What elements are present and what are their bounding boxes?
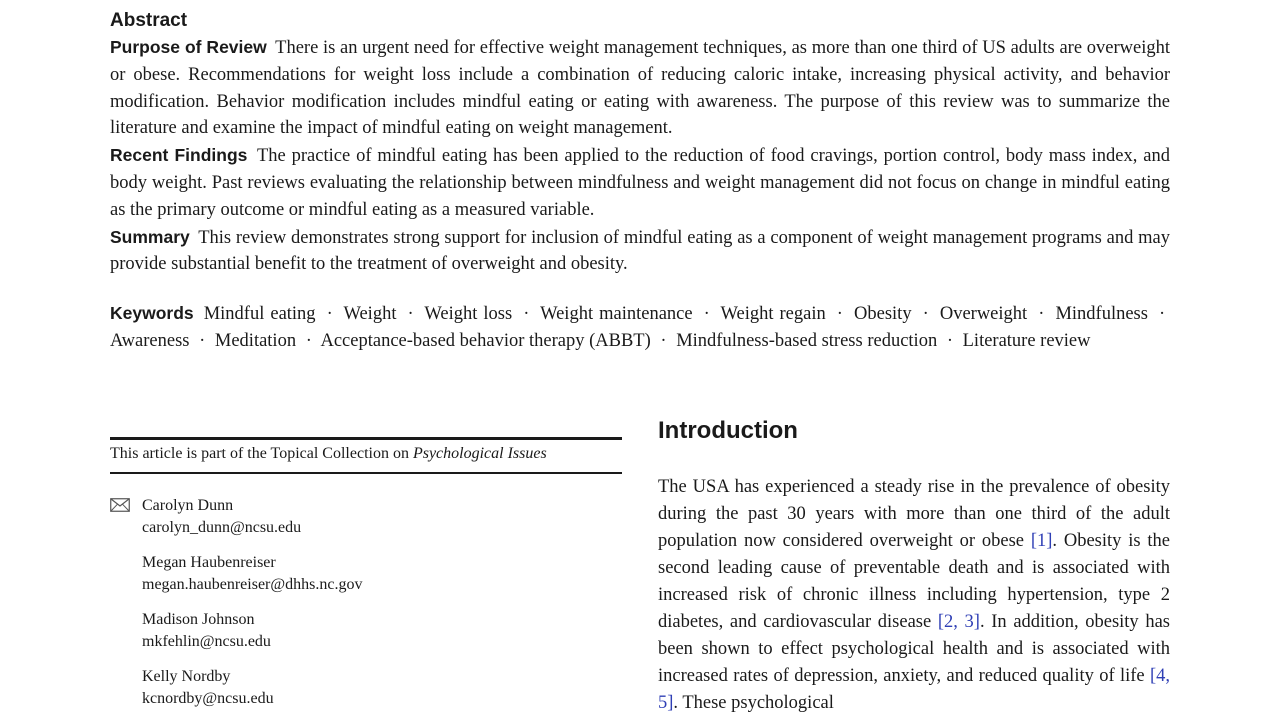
author-name: Madison Johnson [142,611,255,628]
keyword-item: Obesity [854,304,912,324]
keyword-separator: · [922,304,929,324]
abstract-findings [110,142,1170,223]
abstract [110,8,1170,278]
intro-text-part: . These psychological [673,693,834,713]
author-list [142,495,612,723]
keywords [110,300,1170,355]
author-entry [142,552,612,596]
keywords-label: Keywords [110,303,194,323]
purpose-text: There is an urgent need for effective weight management techniques, as more than one third of US adults are overweight or obese. Recommendations for weight loss include a combination of reducing caloric intake, increasing physical activity, and behavior modification. Behavior modification includes mindful eating or eating with awareness. The purpose of this review was to summarize the literature and examine the impact of mindful eating on weight management. [110,38,1170,139]
summary-text: This review demonstrates strong support for inclusion of mindful eating as a component of weight management programs and may provide substantial benefit to the treatment of overweight and obesity. [110,227,1170,275]
keyword-separator: · [703,304,710,324]
keyword-separator: · [1038,304,1045,324]
author-entry [142,495,612,539]
keyword-item: Weight loss [424,304,513,324]
abstract-purpose [110,34,1170,142]
summary-label: Summary [110,226,190,247]
keyword-separator: · [326,304,333,324]
topical-collection-note [110,443,622,465]
keyword-separator: · [836,304,843,324]
author-name: Carolyn Dunn [142,497,234,514]
keyword-item: Mindful eating [203,304,316,324]
keyword-item: Weight maintenance [540,304,693,324]
keywords-list [110,304,1170,351]
keyword-separator: · [199,330,206,351]
collection-prefix: This article is part of the Topical Collection on [110,445,409,462]
keyword-separator: · [407,304,414,324]
author-entry [142,609,612,653]
collection-top-rule [110,437,622,440]
keyword-separator: · [946,330,953,351]
collection-name: Psychological Issues [412,445,547,462]
introduction-paragraph [658,474,1170,717]
author-email[interactable]: kcnordby@ncsu.edu [142,690,274,707]
intro-text-part: The USA has experienced a steady rise in the prevalence of obesity during the past 30 years with more than one third of the adult population now considered overweight or obese [658,477,1170,551]
purpose-label: Purpose of Review [110,37,267,57]
citation-link[interactable]: [1] [1030,531,1053,551]
keyword-separator: · [523,304,530,324]
keyword-item: Overweight [939,304,1028,324]
abstract-summary [110,224,1170,279]
abstract-heading: Abstract [110,10,188,31]
author-name: Megan Haubenreiser [142,554,276,571]
author-email[interactable]: mkfehlin@ncsu.edu [142,633,271,650]
keyword-item: Mindfulness-based stress reduction [676,330,938,351]
keyword-separator: · [660,330,667,351]
keyword-item: Weight [343,304,397,324]
author-email[interactable]: carolyn_dunn@ncsu.edu [142,519,302,536]
author-entry [142,666,612,710]
intro-text-part: . Obesity is the second leading cause of preventable death and is associated with increased risk of chronic illness including hypertension, type 2 diabetes, and cardiovascular disease [658,531,1170,632]
intro-text-part: . In addition, obesity has been shown to effect psychological health and is associated with increased rates of depression, anxiety, and reduced quality of life [658,612,1170,686]
collection-bottom-rule [110,472,622,474]
keyword-item: Acceptance-based behavior therapy (ABBT) [320,330,651,351]
findings-text: The practice of mindful eating has been applied to the reduction of food cravings, portion control, body mass index, and body weight. Past reviews evaluating the relationship between mindfulness and weight management did not focus on change in mindful eating as the primary outcome or mindful eating as a measured variable. [110,146,1171,220]
findings-label: Recent Findings [110,145,248,166]
citation-link[interactable]: [2, 3] [937,612,980,632]
citation-link[interactable]: [4, 5] [658,666,1170,713]
keyword-item: Awareness [110,330,190,351]
keyword-item: Weight regain [720,304,826,324]
envelope-icon [110,498,130,512]
keyword-separator: · [1159,304,1166,324]
keyword-separator: · [305,330,312,351]
introduction-heading: Introduction [658,417,798,444]
keyword-item: Literature review [962,330,1091,351]
keyword-item: Meditation [214,330,297,351]
author-name: Kelly Nordby [142,668,231,685]
author-email[interactable]: megan.haubenreiser@dhhs.nc.gov [142,576,363,593]
keyword-item: Mindfulness [1055,304,1148,324]
